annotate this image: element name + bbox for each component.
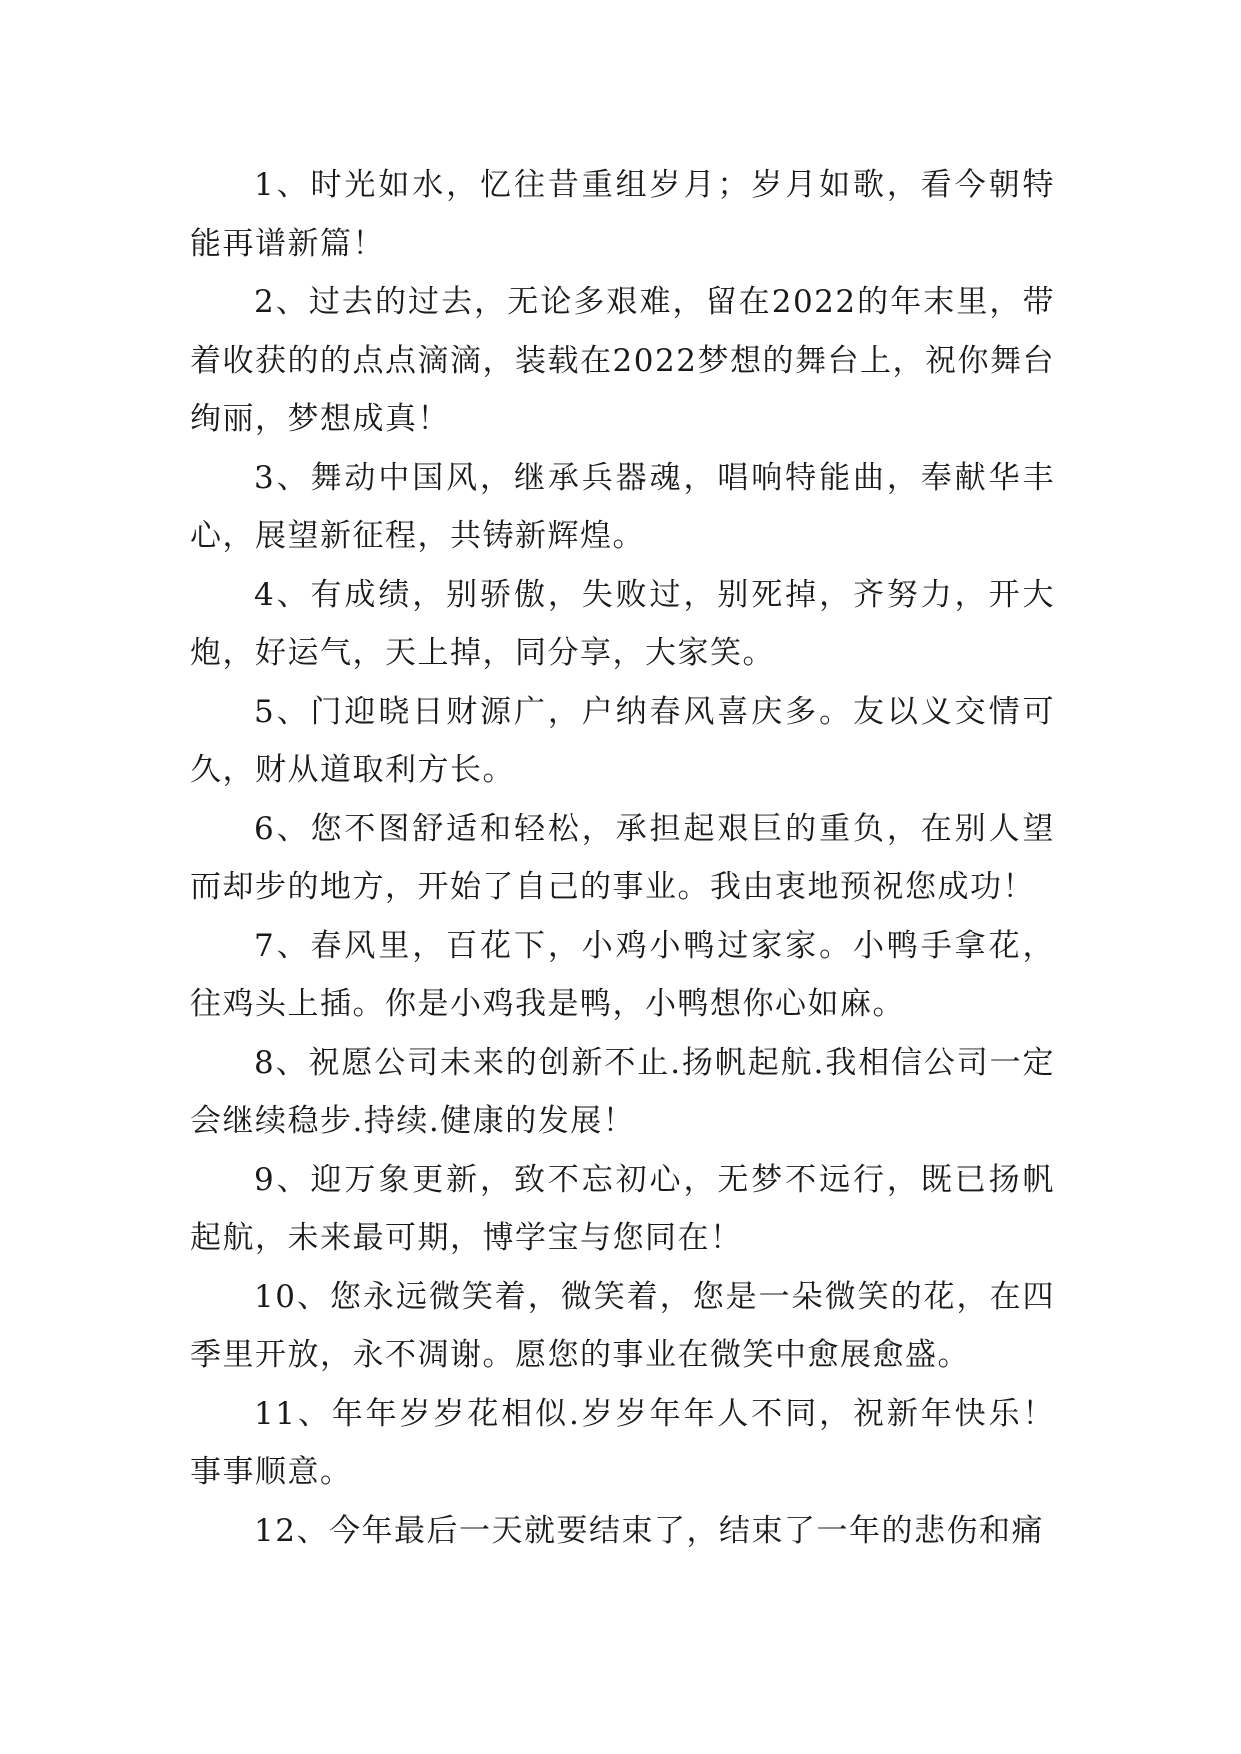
- paragraph-6: 6、您不图舒适和轻松，承担起艰巨的重负，在别人望而却步的地方，开始了自己的事业。我由衷地预祝您成功！: [190, 810, 1055, 905]
- document-body: [190, 156, 1055, 1560]
- paragraph-4: 4、有成绩，别骄傲，失败过，别死掉，齐努力，开大炮，好运气，天上掉，同分享，大家笑。: [190, 576, 1055, 671]
- paragraph-7: 7、春风里，百花下，小鸡小鸭过家家。小鸭手拿花，往鸡头上插。你是小鸡我是鸭，小鸭想你心如麻。: [190, 927, 1055, 1022]
- paragraph-1: 1、时光如水，忆往昔重组岁月；岁月如歌，看今朝特能再谱新篇！: [190, 167, 1055, 262]
- paragraph-12: 12、今年最后一天就要结束了，结束了一年的悲伤和痛: [254, 1512, 1044, 1549]
- paragraph-11: 11、年年岁岁花相似.岁岁年年人不同，祝新年快乐！事事顺意。: [190, 1395, 1055, 1490]
- paragraph-3: 3、舞动中国风，继承兵器魂，唱响特能曲，奉献华丰心，展望新征程，共铸新辉煌。: [190, 459, 1055, 554]
- paragraph-5: 5、门迎晓日财源广，户纳春风喜庆多。友以义交情可久，财从道取利方长。: [190, 693, 1055, 788]
- paragraph-8: 8、祝愿公司未来的创新不止.扬帆起航.我相信公司一定会继续稳步.持续.健康的发展！: [190, 1044, 1055, 1139]
- paragraph-2: 2、过去的过去，无论多艰难，留在2022的年末里，带着收获的的点点滴滴，装载在2022梦想的舞台上，祝你舞台绚丽，梦想成真！: [190, 284, 1055, 437]
- paragraph-9: 9、迎万象更新，致不忘初心，无梦不远行，既已扬帆起航，未来最可期，博学宝与您同在！: [190, 1161, 1055, 1256]
- paragraph-10: 10、您永远微笑着，微笑着，您是一朵微笑的花，在四季里开放，永不凋谢。愿您的事业在微笑中愈展愈盛。: [190, 1278, 1055, 1373]
